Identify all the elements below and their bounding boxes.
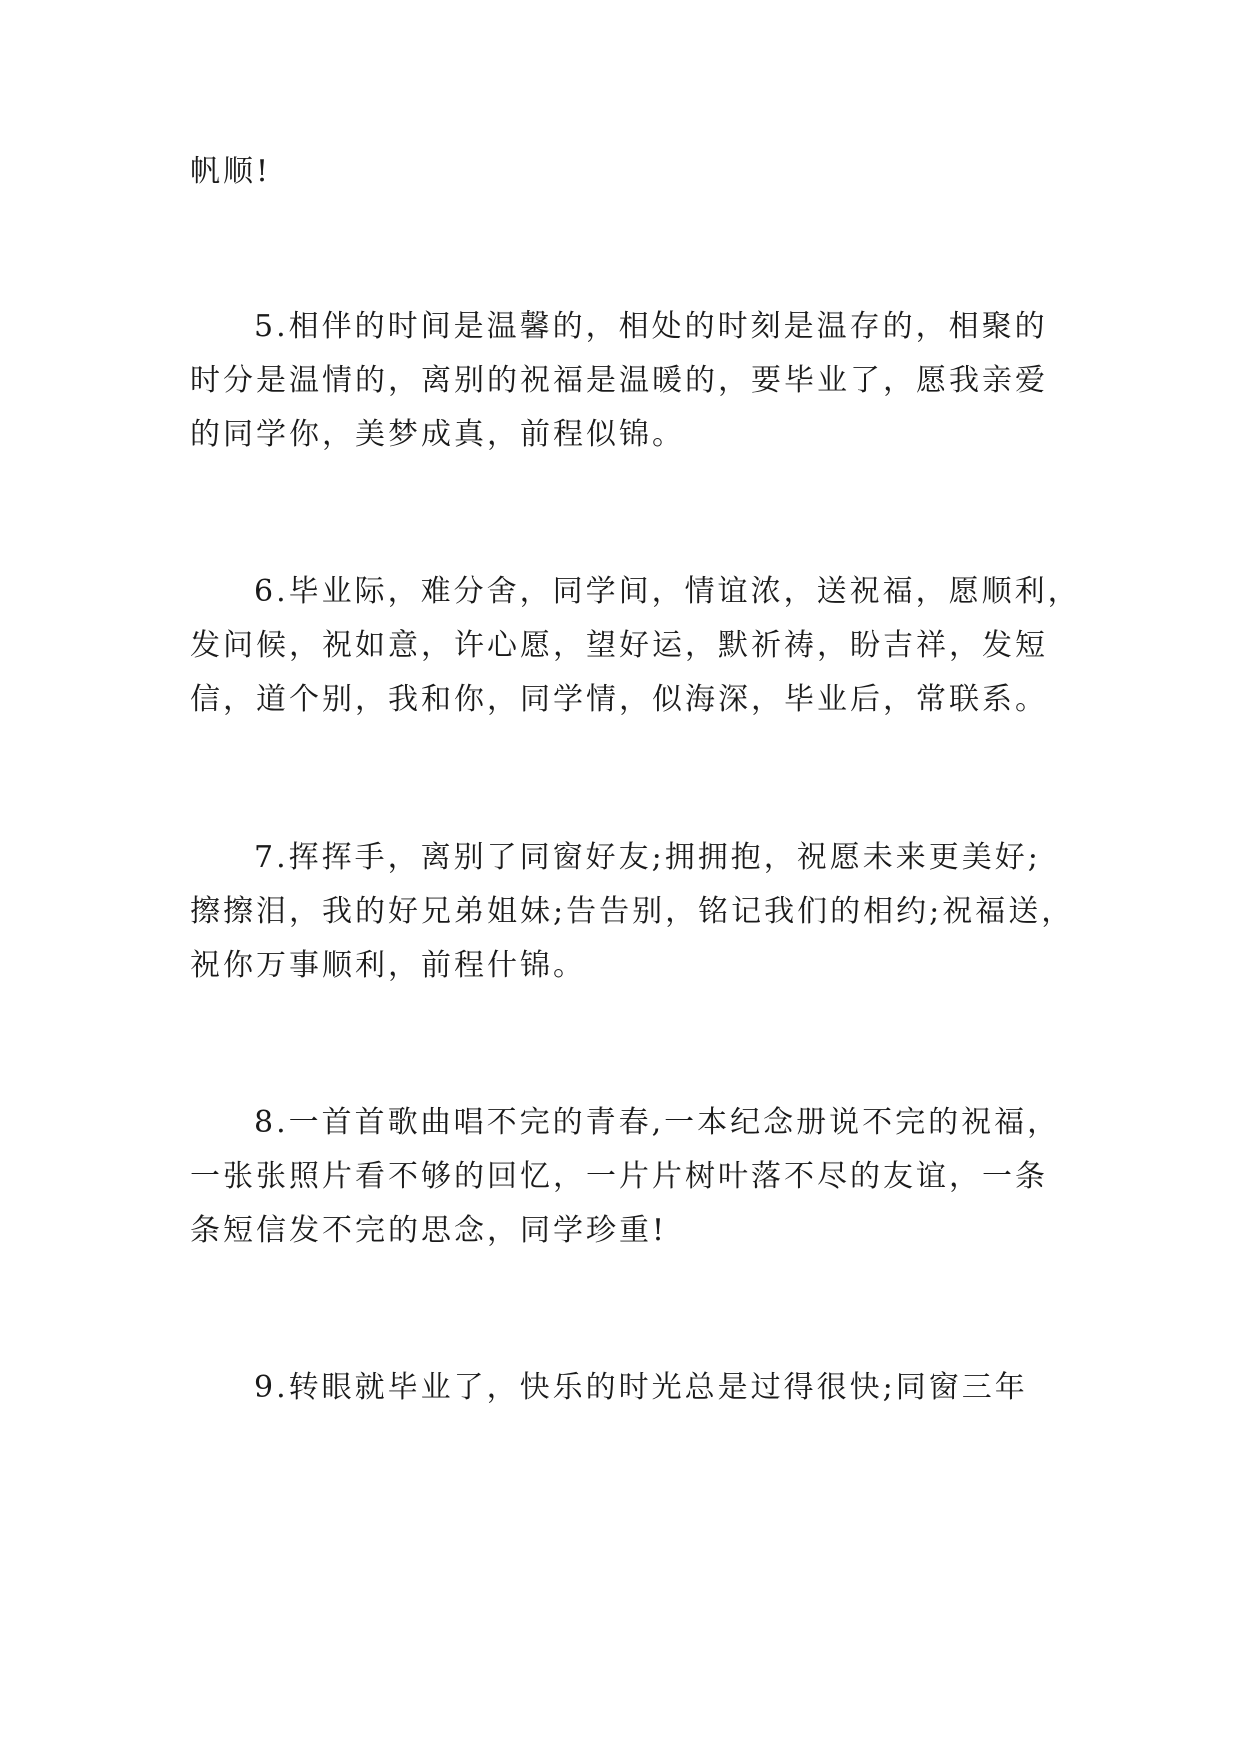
paragraph-8-line-3: 条短信发不完的思念，同学珍重! [190,1213,668,1248]
paragraph-7-line-1: 7.挥挥手，离别了同窗好友;拥拥抱，祝愿未来更美好; [254,840,1041,875]
paragraph-6-line-1: 6.毕业际，难分舍，同学间，情谊浓，送祝福，愿顺利， [254,574,1081,609]
paragraph-8-line-1: 8.一首首歌曲唱不完的青春,一本纪念册说不完的祝福， [254,1105,1061,1140]
paragraph-5-line-2: 时分是温情的，离别的祝福是温暖的，要毕业了，愿我亲爱 [190,363,1048,398]
paragraph-6-line-2: 发问候，祝如意，许心愿，望好运，默祈祷，盼吉祥，发短 [190,628,1048,663]
paragraph-6-line-3: 信，道个别，我和你，同学情，似海深，毕业后，常联系。 [190,682,1048,717]
paragraph-5-line-3: 的同学你，美梦成真，前程似锦。 [190,417,685,452]
paragraph-7-line-2: 擦擦泪，我的好兄弟姐妹;告告别，铭记我们的相约;祝福送， [190,894,1075,929]
paragraph-9-line-1: 9.转眼就毕业了，快乐的时光总是过得很快;同窗三年 [254,1370,1028,1405]
paragraph-8-line-2: 一张张照片看不够的回忆，一片片树叶落不尽的友谊，一条 [190,1159,1048,1194]
paragraph-7-line-3: 祝你万事顺利，前程什锦。 [190,948,586,983]
paragraph-5-line-1: 5.相伴的时间是温馨的，相处的时刻是温存的，相聚的 [254,309,1048,344]
paragraph-4-line-last: 帆顺! [190,154,272,189]
